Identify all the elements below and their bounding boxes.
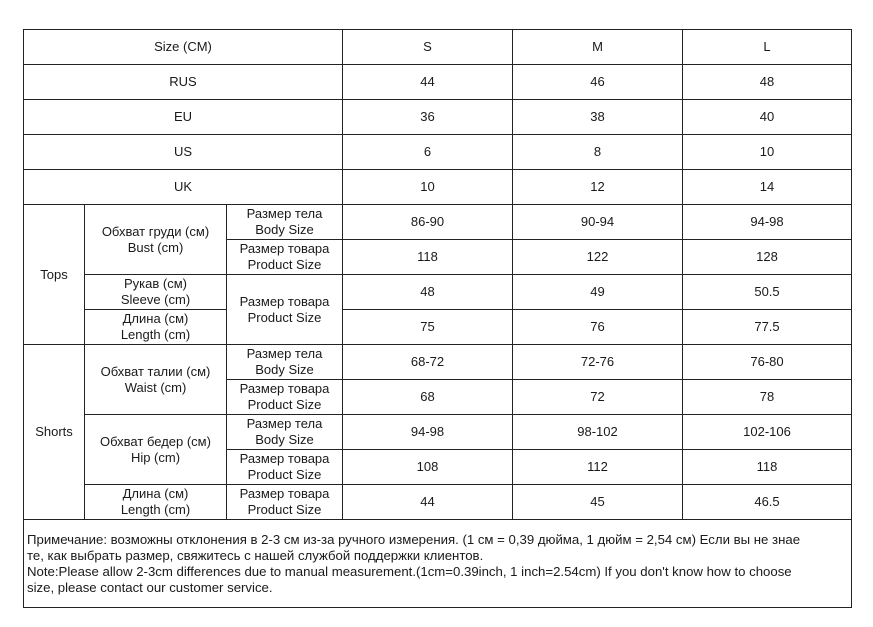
product-size-ru: Размер товара <box>239 486 330 501</box>
table-row <box>24 65 852 100</box>
row-label-rus: RUS <box>24 65 343 100</box>
table-cell: 78 <box>683 380 852 415</box>
table-cell: 68 <box>343 380 513 415</box>
table-row <box>24 135 852 170</box>
table-row <box>24 205 852 240</box>
table-row <box>24 275 852 310</box>
table-cell: 14 <box>683 170 852 205</box>
length-label-ru: Длина (см) <box>122 486 189 501</box>
table-cell: 112 <box>513 450 683 485</box>
table-cell: 68-72 <box>343 345 513 380</box>
row-label-eu: EU <box>24 100 343 135</box>
waist-label-ru: Обхват талии (см) <box>100 363 211 379</box>
body-size-en: Body Size <box>255 222 314 237</box>
body-size-label <box>227 345 343 380</box>
product-size-ru: Размер товара <box>239 241 330 256</box>
table-cell: 86-90 <box>343 205 513 240</box>
note-row <box>24 520 852 608</box>
sleeve-label <box>85 275 227 310</box>
table-cell: 12 <box>513 170 683 205</box>
product-size-en: Product Size <box>247 397 322 412</box>
table-cell: 72-76 <box>513 345 683 380</box>
product-size-label <box>227 485 343 520</box>
body-size-en: Body Size <box>255 432 314 447</box>
length-label <box>85 310 227 345</box>
note-en-line-1: Note:Please allow 2-3cm differences due to manual measurement.(1cm=0.39inch, 1 inch=2.54cm) If you don't know how to choose <box>27 563 792 579</box>
table-row <box>24 415 852 450</box>
tops-section-label: Tops <box>24 205 85 345</box>
table-cell: 48 <box>343 275 513 310</box>
table-cell: 94-98 <box>683 205 852 240</box>
table-cell: 49 <box>513 275 683 310</box>
table-cell: 36 <box>343 100 513 135</box>
table-cell: 75 <box>343 310 513 345</box>
table-cell: 118 <box>683 450 852 485</box>
table-cell: 77.5 <box>683 310 852 345</box>
measurement-note <box>24 520 852 608</box>
table-cell: 38 <box>513 100 683 135</box>
table-cell: 10 <box>683 135 852 170</box>
product-size-label <box>227 380 343 415</box>
table-cell: 6 <box>343 135 513 170</box>
table-cell: 102-106 <box>683 415 852 450</box>
product-size-label <box>227 275 343 345</box>
sleeve-label-ru: Рукав (см) <box>124 276 187 291</box>
table-cell: 90-94 <box>513 205 683 240</box>
table-cell: 8 <box>513 135 683 170</box>
waist-label-en: Waist (cm) <box>124 379 187 395</box>
table-row <box>24 485 852 520</box>
table-cell: 76 <box>513 310 683 345</box>
table-cell: 46 <box>513 65 683 100</box>
body-size-label <box>227 415 343 450</box>
table-row <box>24 100 852 135</box>
table-cell: 48 <box>683 65 852 100</box>
product-size-ru: Размер товара <box>239 451 330 466</box>
product-size-ru: Размер товара <box>239 381 330 396</box>
table-row <box>24 345 852 380</box>
body-size-en: Body Size <box>255 362 314 377</box>
hip-label <box>85 415 227 485</box>
product-size-en: Product Size <box>247 309 322 325</box>
product-size-label <box>227 450 343 485</box>
table-cell: 50.5 <box>683 275 852 310</box>
note-ru-line-2: те, как выбрать размер, свяжитесь с нашей службой поддержки клиентов. <box>27 547 484 563</box>
size-s-header: S <box>343 30 513 65</box>
table-cell: 10 <box>343 170 513 205</box>
table-cell: 122 <box>513 240 683 275</box>
bust-label <box>85 205 227 275</box>
product-size-ru: Размер товара <box>239 293 330 309</box>
shorts-section-label: Shorts <box>24 345 85 520</box>
table-cell: 118 <box>343 240 513 275</box>
length-label-ru: Длина (см) <box>122 311 189 326</box>
body-size-label <box>227 205 343 240</box>
hip-label-ru: Обхват бедер (см) <box>100 433 211 449</box>
table-cell: 44 <box>343 485 513 520</box>
sleeve-label-en: Sleeve (cm) <box>120 292 191 307</box>
product-size-en: Product Size <box>247 502 322 517</box>
header-row <box>24 30 852 65</box>
table-cell: 40 <box>683 100 852 135</box>
table-cell: 45 <box>513 485 683 520</box>
bust-label-en: Bust (cm) <box>127 239 184 255</box>
note-en-line-2: size, please contact our customer service. <box>27 579 273 595</box>
table-row <box>24 170 852 205</box>
body-size-ru: Размер тела <box>246 416 323 431</box>
hip-label-en: Hip (cm) <box>130 449 181 465</box>
table-cell: 44 <box>343 65 513 100</box>
row-label-us: US <box>24 135 343 170</box>
size-m-header: M <box>513 30 683 65</box>
table-cell: 94-98 <box>343 415 513 450</box>
row-label-uk: UK <box>24 170 343 205</box>
body-size-ru: Размер тела <box>246 206 323 221</box>
table-cell: 108 <box>343 450 513 485</box>
note-ru-line-1: Примечание: возможны отклонения в 2-3 см из-за ручного измерения. (1 см = 0,39 дюйма, 1 дюйм = 2,54 см) Если вы не знае <box>27 531 801 547</box>
product-size-en: Product Size <box>247 257 322 272</box>
table-cell: 72 <box>513 380 683 415</box>
table-cell: 128 <box>683 240 852 275</box>
product-size-en: Product Size <box>247 467 322 482</box>
table-cell: 76-80 <box>683 345 852 380</box>
length-label <box>85 485 227 520</box>
bust-label-ru: Обхват груди (см) <box>101 223 210 239</box>
waist-label <box>85 345 227 415</box>
size-l-header: L <box>683 30 852 65</box>
table-cell: 46.5 <box>683 485 852 520</box>
size-chart-table <box>23 29 852 608</box>
length-label-en: Length (cm) <box>120 502 191 517</box>
product-size-label <box>227 240 343 275</box>
size-header-label: Size (CM) <box>24 30 343 65</box>
table-row <box>24 310 852 345</box>
length-label-en: Length (cm) <box>120 327 191 342</box>
body-size-ru: Размер тела <box>246 346 323 361</box>
table-cell: 98-102 <box>513 415 683 450</box>
